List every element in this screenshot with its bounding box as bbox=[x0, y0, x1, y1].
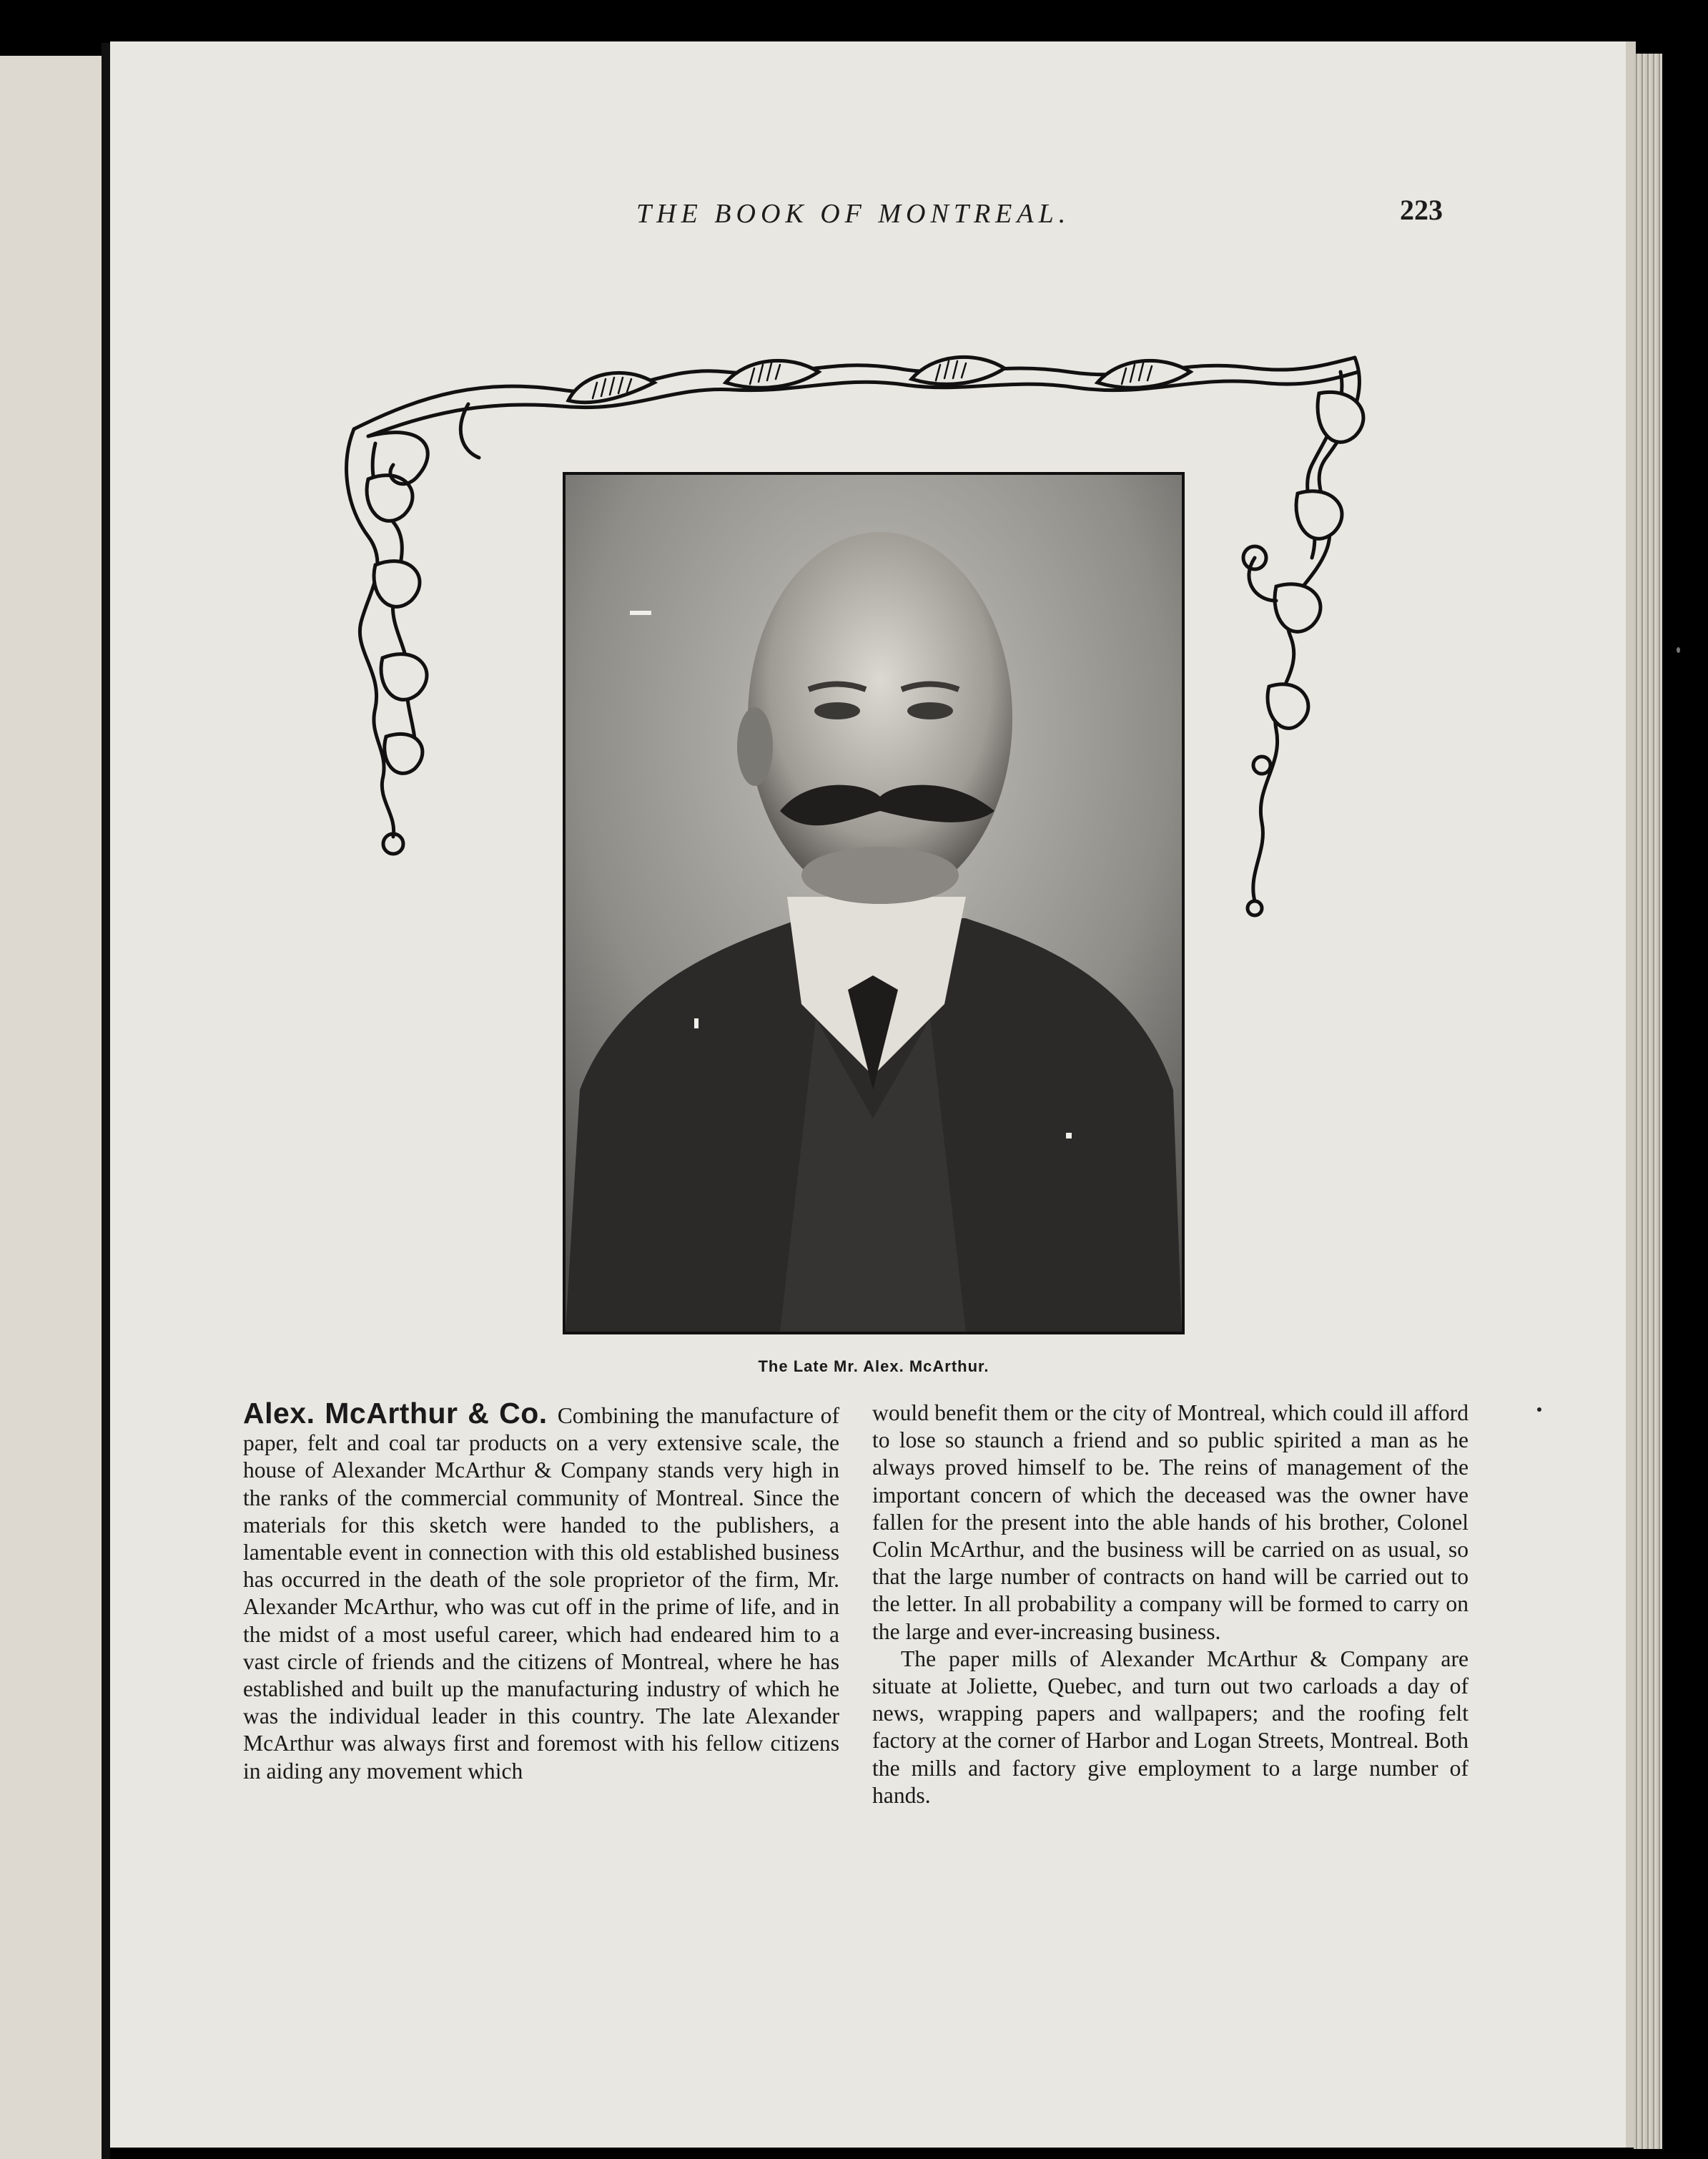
running-title: THE BOOK OF MONTREAL. bbox=[636, 199, 1071, 229]
article-heading: Alex. McArthur & Co. bbox=[243, 1397, 548, 1430]
right-column-paragraph-1: would benefit them or the city of Montreal, which could ill afford to lose so staunch a friend and so public spirited a man as he always proved himself to be. The reins of management of the important concern of which the deceased was the owner have fallen for the present into the able hands of his brother, Colonel Colin McArthur, and the business will be carried on as usual, so that the large number of contracts on hand will be carried out to the letter. In all probability a company will be formed to carry on the large and ever-increasing business. bbox=[872, 1400, 1468, 1644]
page-number: 223 bbox=[1400, 194, 1443, 226]
speck bbox=[1537, 1407, 1541, 1412]
right-column-paragraph-2: The paper mills of Alexander McArthur & Company are situate at Joliette, Quebec, and turn out two carloads a day of news, wrapping papers and wallpapers; and the roofing felt factory at the corner of Harbor and Logan Streets, Montreal. Both the mills and factory give employment to a large number of hands. bbox=[872, 1646, 1468, 1808]
page-stack-edge bbox=[1634, 54, 1662, 2149]
portrait-image bbox=[566, 475, 1182, 1332]
portrait-caption: The Late Mr. Alex. McArthur. bbox=[758, 1357, 989, 1375]
speck bbox=[1677, 647, 1680, 653]
facing-page-edge bbox=[0, 56, 102, 2159]
book-gutter bbox=[102, 43, 110, 2159]
left-column-text: Combining the manufacture of paper, felt and coal tar products on a very extensive scale, the house of Alexander McArthur & Company stands very high in the ranks of the commercial community of Montreal. Since the materials for this sketch were handed to the publishers, a lamentable event in connection with this old established business has occurred in the death of the sole proprietor of the firm, Mr. Alexander McArthur, who was cut off in the prime of life, and in the midst of a most useful career, which had endeared him to a vast circle of friends and the citizens of Montreal, where he has established and built up the manufacturing industry of which he was the individual leader in this country. The late Alexander McArthur was always first and foremost with his fellow citizens in aiding any movement which bbox=[243, 1403, 839, 1784]
article-column-right bbox=[872, 1400, 1468, 1809]
article-column-left bbox=[243, 1397, 839, 1785]
portrait-photo bbox=[563, 472, 1185, 1334]
article-paragraph bbox=[243, 1397, 839, 1785]
